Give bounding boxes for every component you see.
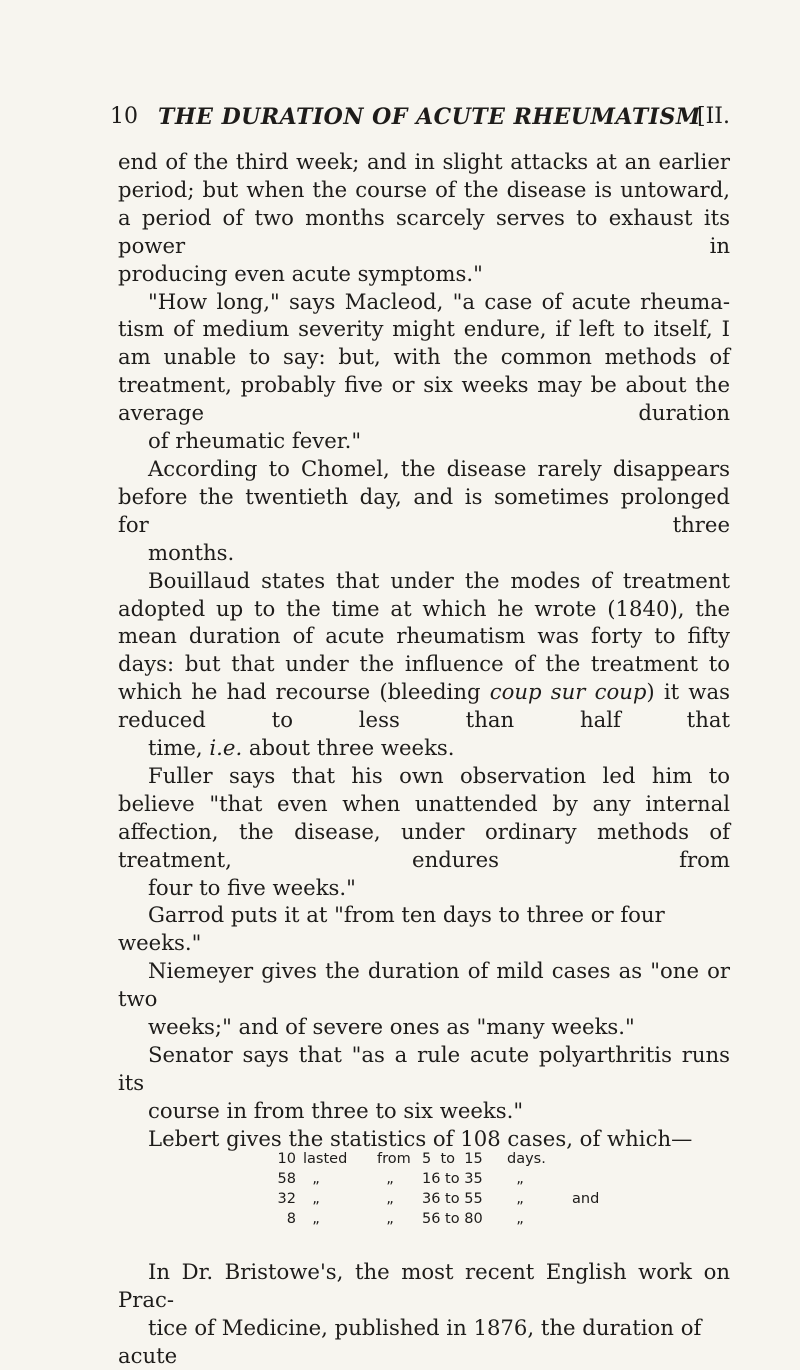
italic-abbreviation: i.e. — [209, 735, 243, 761]
case-count: 32 — [277, 1191, 296, 1207]
ditto-mark: „ — [507, 1171, 524, 1187]
from-word: from — [377, 1151, 411, 1167]
ditto-mark: „ — [377, 1171, 394, 1187]
ditto-mark: „ — [507, 1211, 524, 1227]
chapter-mark: [II. — [697, 104, 730, 129]
ditto-mark: „ — [377, 1211, 394, 1227]
statistics-row — [272, 1149, 632, 1169]
case-count: 58 — [277, 1171, 296, 1187]
body-text — [118, 148, 730, 1153]
page-number: 10 — [110, 104, 138, 129]
body-text-continued — [118, 1258, 730, 1370]
day-range: 56 to 80 — [422, 1211, 483, 1227]
paragraph-body: Bouillaud states that under the modes of treatment adopted up to the time at which he wrote (1840), the mean duration of acute rheumatism was forty to fifty days: but that under the influence of the treatment to which he had recourse (bleeding — [118, 567, 730, 705]
statistics-table — [272, 1149, 632, 1229]
unit: days. — [507, 1151, 546, 1167]
paragraph-last-line: weeks;" and of severe ones as "many weeks." — [148, 1014, 635, 1040]
paragraph-8 — [118, 1041, 730, 1125]
paragraph-last-line: course in from three to six weeks." — [148, 1097, 524, 1123]
paragraph-last-line: Garrod puts it at "from ten days to three or four weeks." — [118, 902, 665, 956]
paragraph-last-line: four to five weeks." — [148, 874, 356, 900]
paragraph-7 — [118, 957, 730, 1041]
paragraph-body: According to Chomel, the disease rarely disappears before the twentieth day, and is sometimes prolonged for three — [118, 455, 730, 537]
paragraph-body: In Dr. Bristowe's, the most recent English work on Prac- — [118, 1259, 730, 1312]
ditto-mark: „ — [303, 1191, 320, 1207]
ditto-mark: „ — [507, 1191, 524, 1207]
statistics-row — [272, 1169, 632, 1189]
paragraph-body: end of the third week; and in slight attacks at an earlier period; but when the course of the disease is untoward, a period of two months scarcely serves to exhaust its power in — [118, 149, 730, 258]
paragraph-last-line: Lebert gives the statistics of 108 cases, of which— — [148, 1125, 693, 1151]
paragraph-6 — [118, 901, 730, 957]
page-header — [110, 104, 730, 138]
italic-phrase: coup sur coup — [489, 679, 647, 705]
conjunction: and — [572, 1191, 600, 1207]
paragraph-last-line: months. — [148, 539, 235, 565]
paragraph-body: ) it was reduced to less than half that — [118, 679, 730, 733]
day-range: 16 to 35 — [422, 1171, 483, 1187]
paragraph-last-line: of rheumatic fever." — [148, 428, 362, 454]
day-range: 5 to 15 — [422, 1151, 483, 1167]
paragraph-body: Fuller says that his own observation led him to believe "that even when unattended by any internal affection, the disease, under ordinary methods of treatment, endures from — [118, 762, 730, 872]
paragraph-2 — [118, 288, 730, 455]
paragraph-body: Senator says that "as a rule acute polyarthritis runs its — [118, 1042, 730, 1095]
paragraph-10 — [118, 1258, 730, 1370]
paragraph-3 — [118, 455, 730, 567]
paragraph-body: "How long," says Macleod, "a case of acute rheuma-tism of medium severity might endure, if left to itself, I am unable to say: but, with the common methods of treatment, probably five or six weeks may be about the average duration — [118, 288, 730, 426]
ditto-mark: „ — [303, 1211, 320, 1227]
paragraph-last-line — [118, 734, 730, 762]
ditto-mark: „ — [377, 1191, 394, 1207]
running-head: THE DURATION OF ACUTE RHEUMATISM — [158, 104, 701, 130]
verb: lasted — [303, 1151, 348, 1167]
text-run: about three weeks. — [242, 735, 455, 761]
case-count: 8 — [286, 1211, 296, 1227]
paragraph-1 — [118, 148, 730, 288]
text-run: time, — [148, 735, 210, 761]
day-range: 36 to 55 — [422, 1191, 483, 1207]
paragraph-4 — [118, 567, 730, 762]
ditto-mark: „ — [303, 1171, 320, 1187]
case-count: 10 — [277, 1151, 296, 1167]
statistics-row — [272, 1189, 632, 1209]
paragraph-last-line: tice of Medicine, published in 1876, the duration of acute — [118, 1314, 702, 1368]
paragraph-last-line: producing even acute symptoms." — [118, 260, 483, 286]
paragraph-5 — [118, 762, 730, 902]
paragraph-body: Niemeyer gives the duration of mild cases as "one or two — [118, 958, 730, 1012]
statistics-row — [272, 1209, 632, 1229]
